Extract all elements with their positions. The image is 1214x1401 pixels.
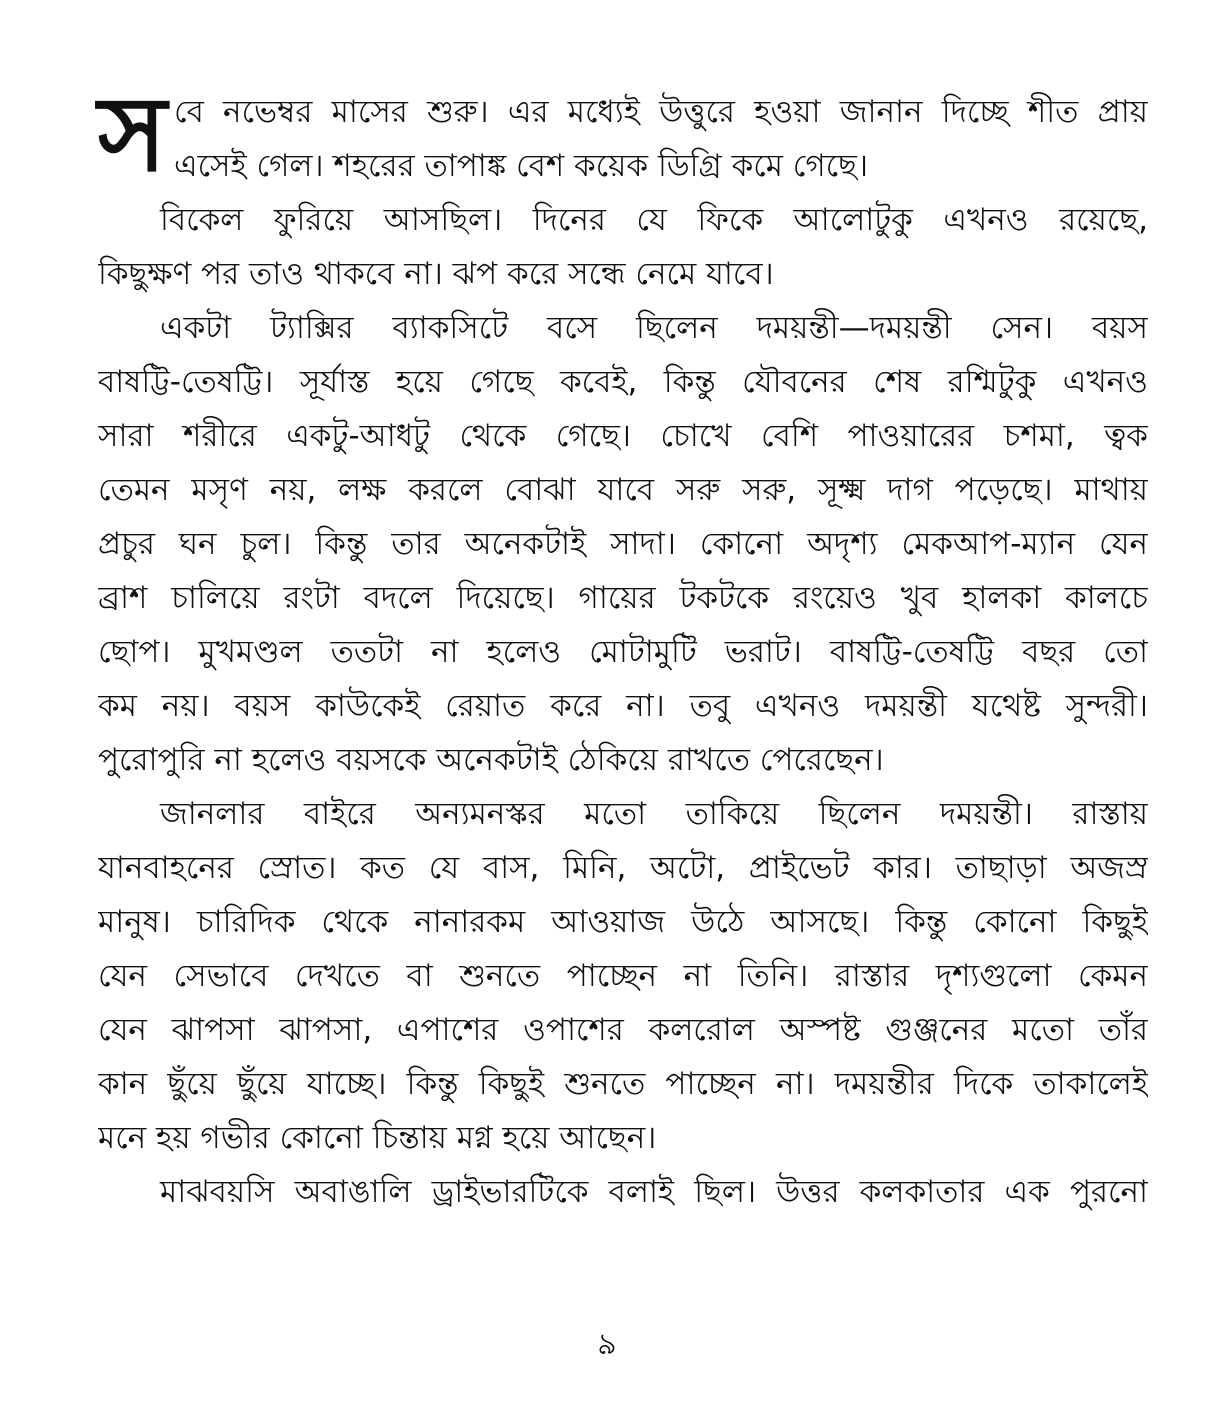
text-line: কিছুক্ষণ পর তাও থাকবে না। ঝপ করে সন্ধে নেমে যাবে। xyxy=(98,256,774,292)
text-line: মনে হয় গভীর কোনো চিন্তায় মগ্ন হয়ে আছেন। xyxy=(98,1120,657,1156)
text-line: কান ছুঁয়ে ছুঁয়ে যাচ্ছে। কিন্তু কিছুই শুনতে পাচ্ছেন না। দময়ন্তীর দিকে তাকালেই xyxy=(98,1066,1148,1102)
text-line: বাষট্টি-তেষট্টি। সূর্যাস্ত হয়ে গেছে কবেই, কিন্তু যৌবনের শেষ রশ্মিটুকু এখনও xyxy=(98,364,1148,400)
text-line: কম নয়। বয়স কাউকেই রেয়াত করে না। তবু এখনও দময়ন্তী যথেষ্ট সুন্দরী। xyxy=(98,688,1148,724)
text-line: ছোপ। মুখমণ্ডল ততটা না হলেও মোটামুটি ভরাট। বাষট্টি-তেষট্টি বছর তো xyxy=(98,634,1148,670)
body-text xyxy=(98,72,1148,1219)
text-line: বিকেল ফুরিয়ে আসছিল। দিনের যে ফিকে আলোটুকু এখনও রয়েছে, xyxy=(160,202,1148,238)
text-line: যানবাহনের স্রোত। কত যে বাস, মিনি, অটো, প্রাইভেট কার। তাছাড়া অজস্র xyxy=(98,850,1148,886)
text-line: বে নভেম্বর মাসের শুরু। এর মধ্যেই উত্তুরে হওয়া জানান দিচ্ছে শীত প্রায় xyxy=(174,94,1148,130)
text-line: ব্রাশ চালিয়ে রংটা বদলে দিয়েছে। গায়ের টকটকে রংয়েও খুব হালকা কালচে xyxy=(98,580,1148,616)
text-line: একটা ট্যাক্সির ব্যাকসিটে বসে ছিলেন দময়ন্তী—দময়ন্তী সেন। বয়স xyxy=(160,310,1148,346)
text-line: মাঝবয়সি অবাঙালি ড্রাইভারটিকে বলাই ছিল। উত্তর কলকাতার এক পুরনো xyxy=(160,1174,1148,1210)
page-number: ৯ xyxy=(597,1327,617,1362)
text-line: পুরোপুরি না হলেও বয়সকে অনেকটাই ঠেকিয়ে রাখতে পেরেছেন। xyxy=(98,742,884,778)
text-line: মানুষ। চারিদিক থেকে নানারকম আওয়াজ উঠে আসছে। কিন্তু কোনো কিছুই xyxy=(98,904,1148,940)
text-line: প্রচুর ঘন চুল। কিন্তু তার অনেকটাই সাদা। কোনো অদৃশ্য মেকআপ-ম্যান যেন xyxy=(98,526,1148,562)
drop-cap: স xyxy=(98,72,167,195)
text-line: এসেই গেল। শহরের তাপাঙ্ক বেশ কয়েক ডিগ্রি কমে গেছে। xyxy=(174,148,869,184)
text-line: সারা শরীরে একটু-আধটু থেকে গেছে। চোখে বেশি পাওয়ারের চশমা, ত্বক xyxy=(98,418,1148,454)
text-line: যেন ঝাপসা ঝাপসা, এপাশের ওপাশের কলরোল অস্পষ্ট গুঞ্জনের মতো তাঁর xyxy=(98,1012,1148,1048)
text-line: যেন সেভাবে দেখতে বা শুনতে পাচ্ছেন না তিনি। রাস্তার দৃশ্যগুলো কেমন xyxy=(98,958,1148,994)
text-line: তেমন মসৃণ নয়, লক্ষ করলে বোঝা যাবে সরু সরু, সূক্ষ্ম দাগ পড়েছে। মাথায় xyxy=(98,472,1148,508)
text-line: জানলার বাইরে অন্যমনস্কর মতো তাকিয়ে ছিলেন দময়ন্তী। রাস্তায় xyxy=(160,796,1148,832)
